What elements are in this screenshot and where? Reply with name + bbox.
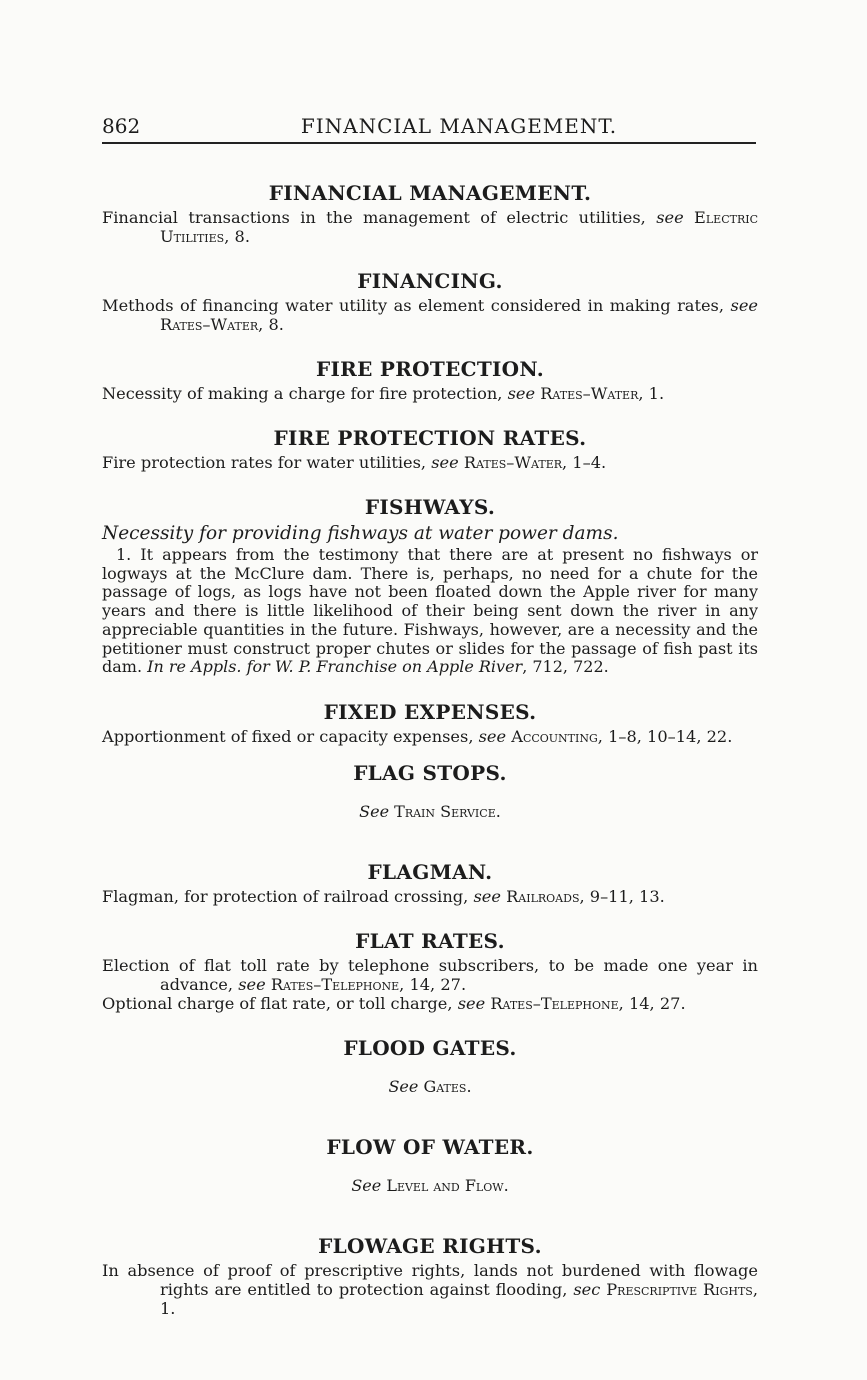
index-entry bbox=[102, 760, 758, 821]
index-entry bbox=[102, 425, 758, 472]
cross-reference: Rates–Water bbox=[463, 453, 563, 472]
entry-heading: FLOOD GATES. bbox=[343, 1035, 517, 1060]
index-entry bbox=[102, 356, 758, 403]
cross-reference: Level and Flow bbox=[386, 1175, 504, 1195]
entry-heading: FINANCIAL MANAGEMENT. bbox=[268, 181, 592, 205]
entry-text: Financial transactions in the management of electric utilities, see Electric Utilities, 8. bbox=[102, 208, 758, 246]
entry-text: Optional charge of flat rate, or toll charge, see Rates–Telephone, 14, 27. bbox=[102, 993, 686, 1013]
entry-paragraph: 1. It appears from the testimony that there are at present no fishways or logways at the McClure dam. There is, perhaps, no need for a chute for the passage of logs, as logs have not been floated down the Apple river for many years and there is little likelihood of their being sent down the river in any appreciable quantities in the future. Fishways, however, are a necessity and the petitioner must construct proper chutes or slides for the passage of fish past its dam. In re Appls. for W. P. Franchise on Apple River, 712, 722. bbox=[102, 545, 758, 677]
entry-text: In absence of proof of prescriptive rights, lands not burdened with flowage rights are entitled to protection against flooding, sec Prescriptive Rights, 1. bbox=[102, 1260, 758, 1318]
entry-text: Necessity of making a charge for fire protection, see Rates–Water, 1. bbox=[102, 384, 665, 403]
entry-text: See Level and Flow. bbox=[351, 1175, 509, 1195]
index-entry bbox=[102, 928, 758, 1013]
cross-reference: Gates bbox=[423, 1076, 467, 1096]
cross-reference: Railroads bbox=[506, 886, 580, 906]
index-entry bbox=[102, 180, 758, 246]
index-entry bbox=[102, 1035, 758, 1096]
entry-text: See Gates. bbox=[388, 1076, 472, 1096]
page-number: 862 bbox=[102, 114, 141, 138]
entry-heading: FLAGMAN. bbox=[367, 859, 493, 884]
index-entry bbox=[102, 1233, 758, 1318]
entry-heading: FIRE PROTECTION. bbox=[316, 357, 544, 381]
entry-heading: FLAT RATES. bbox=[355, 928, 505, 953]
entry-heading: FINANCING. bbox=[357, 269, 503, 293]
index-entry bbox=[102, 699, 758, 746]
running-title: FINANCIAL MANAGEMENT. bbox=[300, 114, 618, 138]
cross-reference: Rates–Telephone bbox=[270, 974, 400, 994]
index-content bbox=[102, 180, 758, 1318]
entry-text: See Train Service. bbox=[359, 801, 501, 821]
index-entry bbox=[102, 859, 758, 906]
entry-heading: FISHWAYS. bbox=[364, 495, 496, 519]
case-citation: In re Appls. for W. P. Franchise on Apple River bbox=[147, 657, 523, 677]
index-entry bbox=[102, 494, 758, 677]
entry-text: Apportionment of fixed or capacity expenses, see Accounting, 1–8, 10–14, 22. bbox=[102, 726, 733, 746]
cross-reference: Rates–Telephone bbox=[490, 993, 619, 1013]
entry-heading: FLOWAGE RIGHTS. bbox=[318, 1233, 542, 1258]
index-entry bbox=[102, 1134, 758, 1195]
entry-text: Election of flat toll rate by telephone subscribers, to be made one year in advance, see Rates–Telephone, 14, 27. bbox=[102, 955, 758, 994]
entry-heading: FLOW OF WATER. bbox=[326, 1134, 534, 1159]
cross-reference: Rates–Water bbox=[540, 384, 639, 403]
entry-text: Methods of financing water utility as element considered in making rates, see Rates–Water, 8. bbox=[102, 296, 758, 334]
entry-heading: FIRE PROTECTION RATES. bbox=[273, 426, 587, 450]
cross-reference: Accounting bbox=[511, 726, 598, 746]
entry-text: Fire protection rates for water utilities, see Rates–Water, 1–4. bbox=[102, 453, 607, 472]
cross-reference: Rates–Water bbox=[160, 315, 259, 334]
running-head bbox=[102, 112, 756, 144]
cross-reference: Prescriptive Rights bbox=[606, 1279, 753, 1299]
entry-heading: FLAG STOPS. bbox=[353, 760, 507, 785]
index-entry bbox=[102, 268, 758, 334]
entry-text: Flagman, for protection of railroad crossing, see Railroads, 9–11, 13. bbox=[102, 886, 665, 906]
cross-reference: Electric Utilities bbox=[160, 208, 758, 246]
entry-subheading: Necessity for providing fishways at water power dams. bbox=[102, 523, 619, 544]
cross-reference: Train Service bbox=[394, 801, 496, 821]
entry-heading: FIXED EXPENSES. bbox=[323, 699, 537, 724]
